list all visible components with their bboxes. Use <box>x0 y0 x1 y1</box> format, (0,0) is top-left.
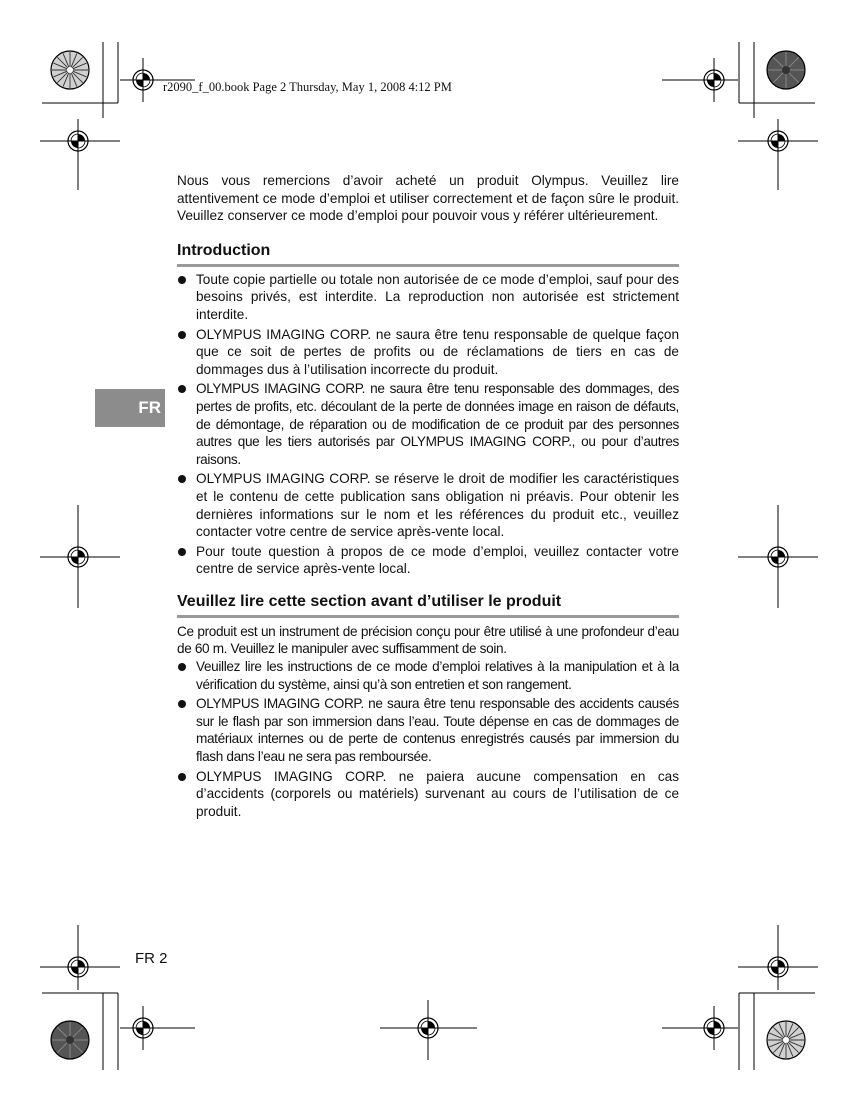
list-item: OLYMPUS IMAGING CORP. ne saura être tenu responsable des dommages, des pertes de profits, etc. découlant de la perte de données image en raison de défauts, de démontage, de réparation ou de modification de ce produit par des personnes autres que les tiers autorisés par OLYMPUS IMAGING CORP., ou pour d’autres raisons. <box>177 380 679 468</box>
list-item: Pour toute question à propos de ce mode d’emploi, veuillez contacter votre centre de service après-vente local. <box>177 543 679 578</box>
list-item: Veuillez lire les instructions de ce mode d’emploi relatives à la manipulation et à la vérification du système, ainsi qu’à son entretien et son rangement. <box>177 658 679 693</box>
list-item: OLYMPUS IMAGING CORP. ne saura être tenu responsable des accidents causés sur le flash par son immersion dans l’eau. Toute dépense en cas de dommages de matériaux internes ou de perte de contenus enregistrés causés par immersion du flash dans l’eau ne sera pas remboursée. <box>177 695 679 765</box>
list-item: OLYMPUS IMAGING CORP. se réserve le droit de modifier les caractéristiques et le contenu de cette publication sans obligation ni préavis. Pour obtenir les dernières informations sur le nom et les références du produit etc., veuillez contacter votre centre de service après-vente local. <box>177 470 679 540</box>
language-tab-label: FR <box>138 398 161 417</box>
intro-paragraph: Nous vous remercions d’avoir acheté un produit Olympus. Veuillez lire attentivement ce mode d’emploi et utiliser correctement et de façon sûre le produit. Veuillez conserver ce mode d’emploi pour pouvoir vous y référer ultérieurement. <box>177 173 679 224</box>
list-item: OLYMPUS IMAGING CORP. ne saura être tenu responsable de quelque façon que ce soit de pertes de profits ou de réclamations de tiers en cas de dommages dus à l’utilisation incorrecte du produit. <box>177 326 679 379</box>
precautions-list <box>177 658 679 820</box>
list-item: OLYMPUS IMAGING CORP. ne paiera aucune compensation en cas d’accidents (corporels ou matériels) survenant au cours de l’utilisation de ce produit. <box>177 768 679 821</box>
page-number: FR 2 <box>135 950 168 967</box>
precautions-intro: Ce produit est un instrument de précision conçu pour être utilisé à une profondeur d’eau de 60 m. Veuillez le manipuler avec suffisamment de soin. <box>177 623 679 657</box>
introduction-list <box>177 271 679 578</box>
list-item: Toute copie partielle ou totale non autorisée de ce mode d’emploi, sauf pour des besoins privés, est interdite. La reproduction non autorisée est strictement interdite. <box>177 271 679 324</box>
precautions-heading: Veuillez lire cette section avant d’utiliser le produit <box>177 592 679 618</box>
book-header: r2090_f_00.book Page 2 Thursday, May 1, 2008 4:12 PM <box>163 80 452 94</box>
language-tab <box>95 389 165 427</box>
introduction-heading: Introduction <box>177 241 679 267</box>
page-content <box>177 172 679 822</box>
